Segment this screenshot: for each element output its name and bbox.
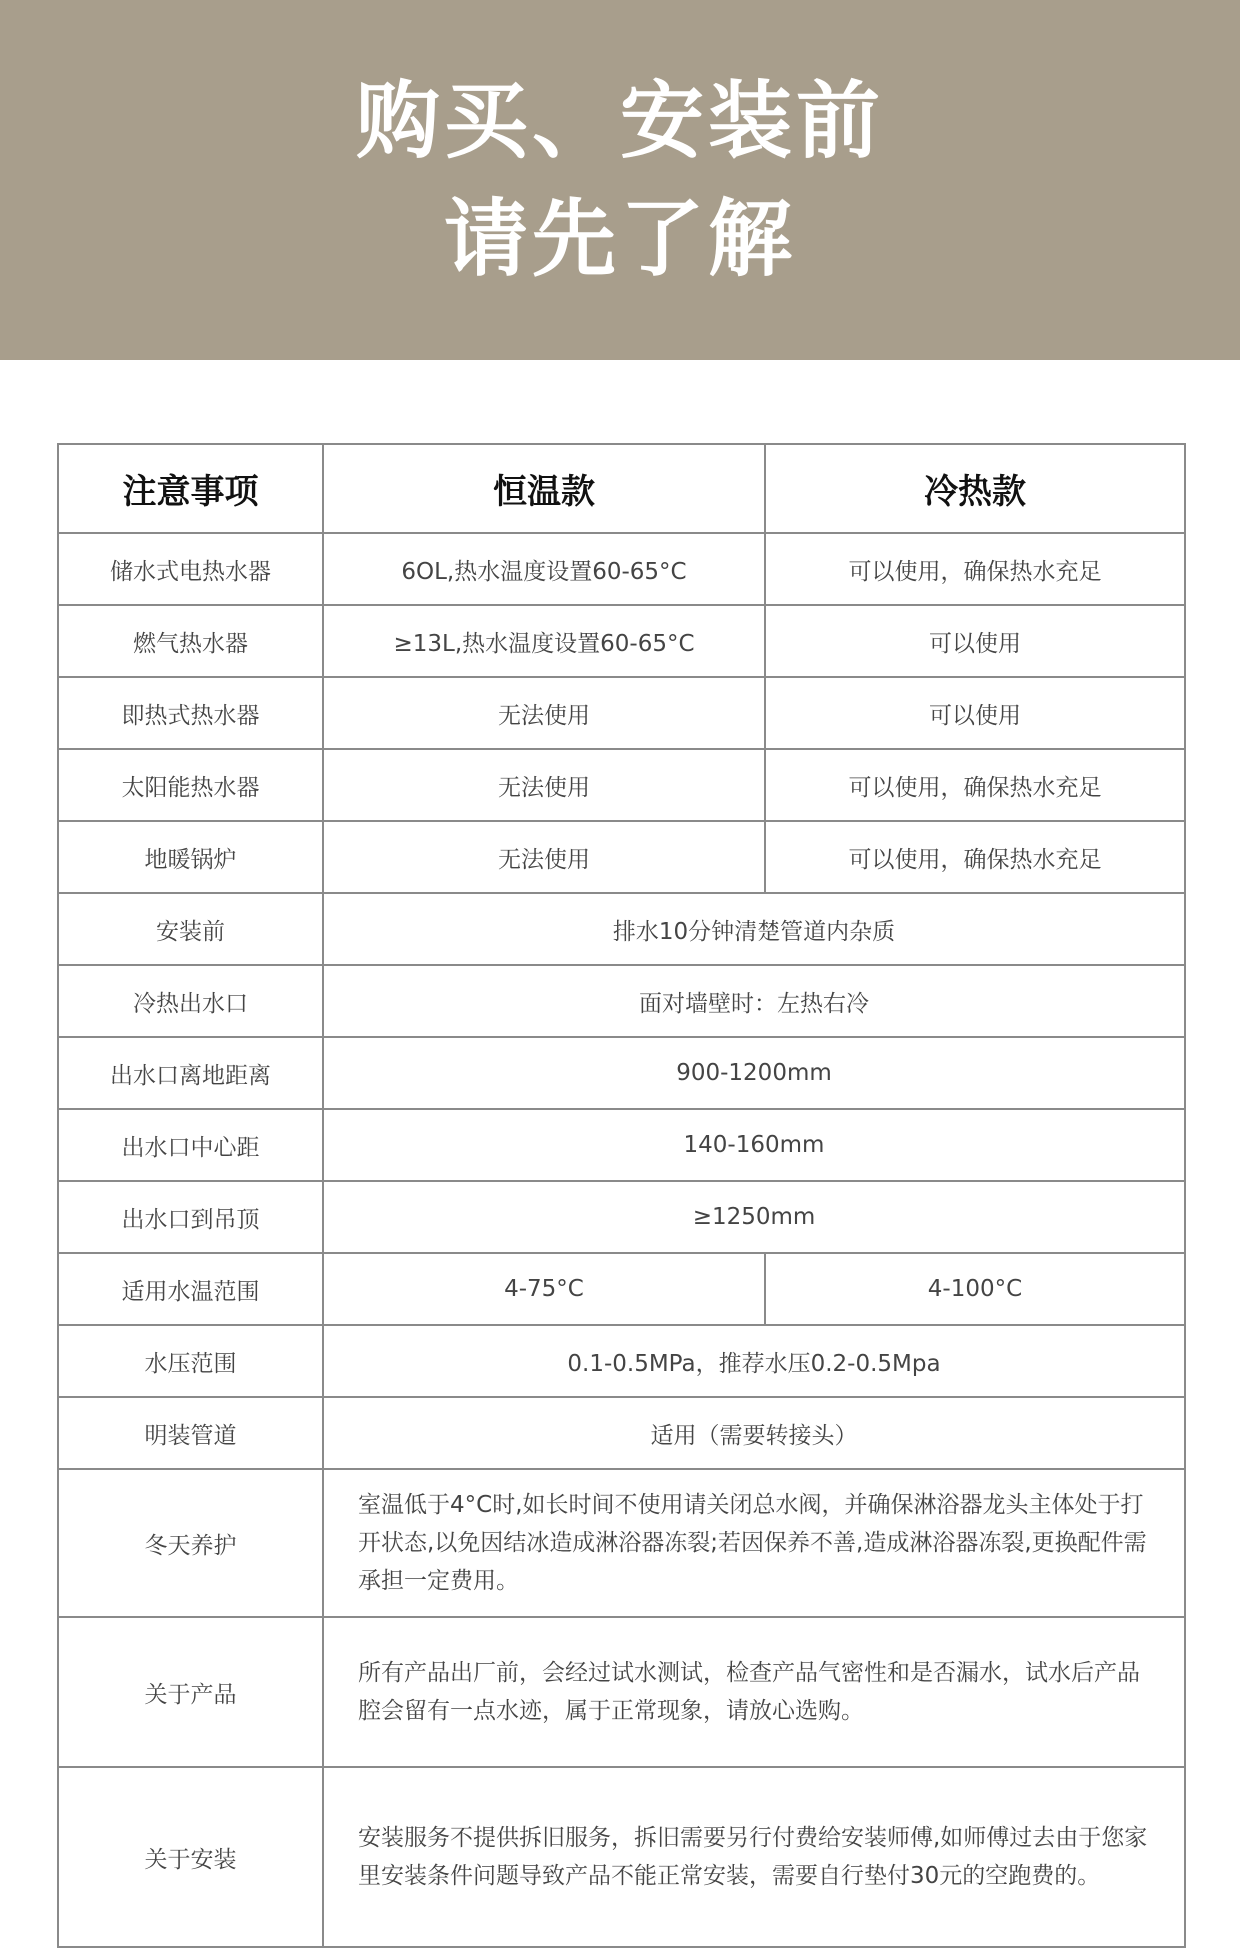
cell-thermostatic: 4-75°C (323, 1253, 765, 1325)
cell-hot-cold: 4-100°C (765, 1253, 1185, 1325)
row-label: 太阳能热水器 (58, 749, 323, 821)
table-row (58, 1109, 1185, 1181)
table-row (58, 677, 1185, 749)
row-label: 安装前 (58, 893, 323, 965)
table-row (58, 1397, 1185, 1469)
cell-value: 排水10分钟清楚管道内杂质 (323, 893, 1185, 965)
spec-table (57, 443, 1186, 1948)
table-row (58, 1253, 1185, 1325)
banner-title-line2: 请先了解 (443, 190, 796, 288)
row-label: 冷热出水口 (58, 965, 323, 1037)
table-row (58, 965, 1185, 1037)
table-row (58, 605, 1185, 677)
header-notes: 注意事项 (58, 444, 323, 533)
table-row (58, 893, 1185, 965)
cell-value: 140-160mm (323, 1109, 1185, 1181)
row-label: 出水口中心距 (58, 1109, 323, 1181)
row-label: 即热式热水器 (58, 677, 323, 749)
cell-hot-cold: 可以使用，确保热水充足 (765, 749, 1185, 821)
cell-thermostatic: 无法使用 (323, 677, 765, 749)
table-row (58, 1325, 1185, 1397)
header-hot-cold: 冷热款 (765, 444, 1185, 533)
cell-value: 面对墙壁时：左热右冷 (323, 965, 1185, 1037)
cell-thermostatic: 6OL,热水温度设置60-65°C (323, 533, 765, 605)
row-label: 出水口到吊顶 (58, 1181, 323, 1253)
cell-hot-cold: 可以使用，确保热水充足 (765, 821, 1185, 893)
cell-hot-cold: 可以使用 (765, 605, 1185, 677)
row-label: 关于产品 (58, 1617, 323, 1767)
row-label: 冬天养护 (58, 1469, 323, 1617)
cell-value: ≥1250mm (323, 1181, 1185, 1253)
table-row (58, 1767, 1185, 1947)
row-label: 燃气热水器 (58, 605, 323, 677)
table-row (58, 1617, 1185, 1767)
header-banner (0, 0, 1240, 360)
header-thermostatic: 恒温款 (323, 444, 765, 533)
cell-hot-cold: 可以使用，确保热水充足 (765, 533, 1185, 605)
row-label: 明装管道 (58, 1397, 323, 1469)
cell-thermostatic: 无法使用 (323, 749, 765, 821)
table-row (58, 533, 1185, 605)
cell-value: 适用（需要转接头） (323, 1397, 1185, 1469)
table-row (58, 749, 1185, 821)
cell-value: 所有产品出厂前，会经过试水测试，检查产品气密性和是否漏水，试水后产品腔会留有一点水迹，属于正常现象，请放心选购。 (323, 1617, 1185, 1767)
cell-thermostatic: ≥13L,热水温度设置60-65°C (323, 605, 765, 677)
row-label: 水压范围 (58, 1325, 323, 1397)
cell-hot-cold: 可以使用 (765, 677, 1185, 749)
cell-value: 安装服务不提供拆旧服务，拆旧需要另行付费给安装师傅,如师傅过去由于您家里安装条件问题导致产品不能正常安装，需要自行垫付30元的空跑费的。 (323, 1767, 1185, 1947)
table-row (58, 1181, 1185, 1253)
row-label: 关于安装 (58, 1767, 323, 1947)
row-label: 适用水温范围 (58, 1253, 323, 1325)
table-row (58, 821, 1185, 893)
row-label: 出水口离地距离 (58, 1037, 323, 1109)
banner-title-line1: 购买、安装前 (355, 72, 884, 170)
table-row (58, 1469, 1185, 1617)
cell-value: 900-1200mm (323, 1037, 1185, 1109)
row-label: 地暖锅炉 (58, 821, 323, 893)
table-header-row (58, 444, 1185, 533)
cell-value: 室温低于4°C时,如长时间不使用请关闭总水阀，并确保淋浴器龙头主体处于打开状态,以免因结冰造成淋浴器冻裂;若因保养不善,造成淋浴器冻裂,更换配件需承担一定费用。 (323, 1469, 1185, 1617)
row-label: 储水式电热水器 (58, 533, 323, 605)
cell-thermostatic: 无法使用 (323, 821, 765, 893)
cell-value: 0.1-0.5MPa，推荐水压0.2-0.5Mpa (323, 1325, 1185, 1397)
table-row (58, 1037, 1185, 1109)
